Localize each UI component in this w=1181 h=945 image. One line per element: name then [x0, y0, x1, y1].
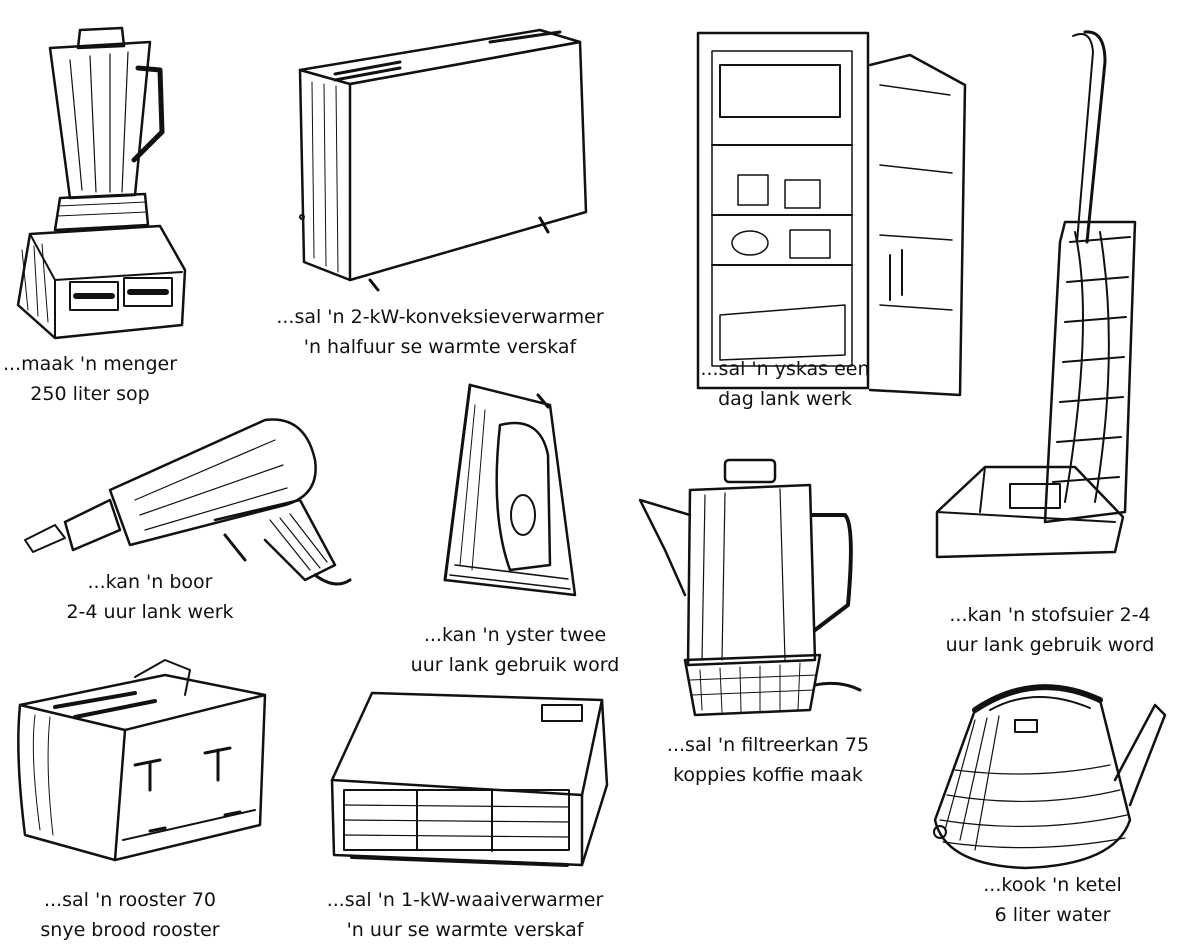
caption-line: ...maak 'n menger — [2, 353, 178, 375]
caption-line: dag lank werk — [718, 388, 852, 410]
caption-drill — [50, 567, 250, 627]
caption-line: 6 liter water — [994, 904, 1111, 926]
caption-convection-heater — [245, 302, 635, 362]
caption-line: ...kan 'n stofsuier 2-4 — [949, 604, 1151, 626]
caption-line: 250 liter sop — [30, 383, 150, 405]
caption-line: ...kan 'n boor — [87, 571, 213, 593]
caption-line: 2-4 uur lank werk — [66, 601, 234, 623]
caption-line: ...kook 'n ketel — [983, 874, 1122, 896]
caption-line: uur lank gebruik word — [945, 634, 1155, 656]
percolator-icon — [630, 455, 880, 725]
caption-line: ...sal 'n rooster 70 — [44, 889, 216, 911]
kettle-icon — [915, 670, 1170, 875]
caption-line: 'n uur se warmte verskaf — [346, 919, 584, 941]
caption-iron — [390, 620, 640, 680]
caption-line: ...kan 'n yster twee — [423, 624, 607, 646]
caption-line: koppies koffie maak — [673, 764, 863, 786]
caption-line: ...sal 'n yskas een — [700, 358, 870, 380]
iron-icon — [430, 365, 590, 610]
caption-kettle — [965, 870, 1140, 930]
caption-blender — [0, 349, 180, 409]
caption-line: ...sal 'n filtreerkan 75 — [666, 734, 870, 756]
fan-heater-icon — [322, 685, 612, 880]
caption-fridge — [685, 354, 885, 414]
caption-line: 'n halfuur se warmte verskaf — [303, 336, 577, 358]
caption-fan-heater — [300, 885, 630, 945]
caption-percolator — [648, 730, 888, 790]
vacuum-cleaner-icon — [925, 22, 1160, 582]
caption-line: snye brood rooster — [40, 919, 220, 941]
convection-heater-icon — [290, 22, 600, 292]
toaster-icon — [15, 655, 270, 870]
caption-vacuum-cleaner — [925, 600, 1175, 660]
caption-line: uur lank gebruik word — [410, 654, 620, 676]
caption-line: ...sal 'n 2-kW-konveksieverwarmer — [276, 306, 604, 328]
caption-toaster — [20, 885, 240, 945]
blender-icon — [10, 20, 190, 340]
caption-line: ...sal 'n 1-kW-waaiverwarmer — [326, 889, 604, 911]
